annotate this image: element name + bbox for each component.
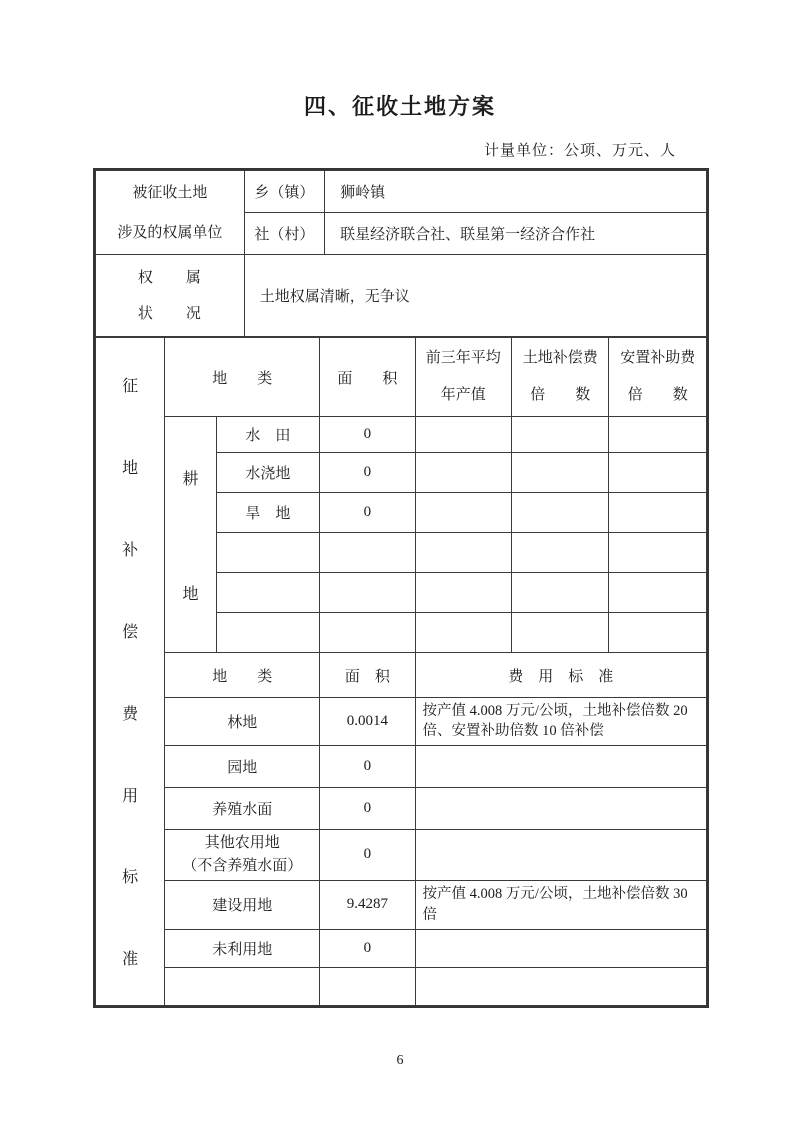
table-row xyxy=(96,929,707,967)
land-subtype-label: 旱 地 xyxy=(216,493,320,533)
land-compensation-value xyxy=(512,533,609,573)
land-type-label: 园地 xyxy=(165,745,320,787)
avg-output-value xyxy=(415,493,511,533)
avg-output-value xyxy=(415,533,511,573)
area-value: 0.0014 xyxy=(320,698,415,746)
table-row xyxy=(96,745,707,787)
side-char: 偿 xyxy=(122,623,139,641)
header2-area: 面 积 xyxy=(320,653,415,698)
side-char: 地 xyxy=(122,460,139,478)
village-label: 社（村） xyxy=(244,213,324,255)
fee-standard-text xyxy=(415,829,706,880)
fee-standard-text xyxy=(415,787,706,829)
fee-standard-text xyxy=(415,967,706,1005)
land-compensation-value xyxy=(512,613,609,653)
area-value: 0 xyxy=(320,787,415,829)
fee-standard-text xyxy=(415,745,706,787)
ownership-status-label xyxy=(96,255,245,337)
area-value: 0 xyxy=(320,493,415,533)
side-char: 准 xyxy=(122,951,139,969)
side-char: 费 xyxy=(122,705,139,723)
area-value: 0 xyxy=(320,929,415,967)
side-char: 用 xyxy=(122,787,139,805)
resettlement-value xyxy=(609,417,707,453)
label-line: 状 况 xyxy=(137,305,202,322)
table-row xyxy=(96,787,707,829)
land-type-label xyxy=(165,967,320,1005)
table-row xyxy=(96,829,707,880)
table-row xyxy=(96,698,707,746)
side-vertical-label-text xyxy=(96,344,164,999)
label-line: 被征收土地 xyxy=(132,184,208,201)
page-title: 四、征收土地方案 xyxy=(303,94,496,119)
header-land-compensation-multiple xyxy=(512,338,609,417)
cultivated-char: 地 xyxy=(182,585,199,603)
avg-output-value xyxy=(415,453,511,493)
header-line: 前三年平均 xyxy=(425,350,501,366)
label-line: 权 属 xyxy=(137,269,202,286)
land-type-label: 养殖水面 xyxy=(165,787,320,829)
table-row xyxy=(96,171,707,213)
table-row xyxy=(96,880,707,929)
avg-output-value xyxy=(415,613,511,653)
resettlement-value xyxy=(609,533,707,573)
resettlement-value xyxy=(609,493,707,533)
label-line: （不含养殖水面） xyxy=(182,857,303,874)
village-value: 联星经济联合社、联星第一经济合作社 xyxy=(325,213,707,255)
land-subtype-label: 水 田 xyxy=(216,417,320,453)
header-avg-output xyxy=(415,338,511,417)
cultivated-land-vertical-text xyxy=(165,420,215,650)
side-char: 补 xyxy=(122,541,139,559)
area-value: 9.4287 xyxy=(320,880,415,929)
land-subtype-label xyxy=(216,613,320,653)
land-compensation-value xyxy=(512,493,609,533)
land-subtype-label xyxy=(216,573,320,613)
resettlement-value xyxy=(609,453,707,493)
ownership-info-table xyxy=(95,170,707,337)
side-char: 征 xyxy=(122,378,139,396)
land-type-label xyxy=(165,829,320,880)
table-row xyxy=(96,255,707,337)
table-row xyxy=(96,967,707,1005)
requisitioned-land-units-label xyxy=(96,171,245,255)
avg-output-value xyxy=(415,573,511,613)
land-compensation-value xyxy=(512,453,609,493)
fee-standard-text: 按产值 4.008 万元/公顷，土地补偿倍数 20 倍、安置补助倍数 10 倍补偿 xyxy=(415,698,706,746)
area-value: 0 xyxy=(320,745,415,787)
ownership-status-value: 土地权属清晰，无争议 xyxy=(244,255,706,337)
header-line: 年产值 xyxy=(440,387,486,403)
table-header-row xyxy=(96,653,707,698)
compensation-standard-table xyxy=(95,337,707,1006)
area-value xyxy=(320,533,415,573)
fee-standard-text: 按产值 4.008 万元/公顷，土地补偿倍数 30 倍 xyxy=(415,880,706,929)
header-land-type: 地 类 xyxy=(165,338,320,417)
fee-standard-text xyxy=(415,929,706,967)
header-resettlement-multiple xyxy=(609,338,707,417)
header-line: 倍 数 xyxy=(627,387,688,403)
area-value: 0 xyxy=(320,453,415,493)
township-value: 狮岭镇 xyxy=(325,171,707,213)
township-label: 乡（镇） xyxy=(244,171,324,213)
label-line: 其他农用地 xyxy=(204,834,280,851)
land-compensation-value xyxy=(512,417,609,453)
cultivated-land-vertical-label xyxy=(165,417,216,653)
area-value xyxy=(320,573,415,613)
area-value: 0 xyxy=(320,417,415,453)
table-row xyxy=(96,417,707,453)
header-line: 倍 数 xyxy=(530,387,591,403)
header-area: 面 积 xyxy=(320,338,415,417)
header2-land-type: 地 类 xyxy=(165,653,320,698)
label-line: 涉及的权属单位 xyxy=(117,224,223,241)
land-subtype-label xyxy=(216,533,320,573)
resettlement-value xyxy=(609,573,707,613)
header-line: 土地补偿费 xyxy=(522,350,598,366)
side-char: 标 xyxy=(122,869,139,887)
land-subtype-label: 水浇地 xyxy=(216,453,320,493)
area-value xyxy=(320,967,415,1005)
land-type-label: 未利用地 xyxy=(165,929,320,967)
page-number: 6 xyxy=(396,1053,404,1068)
measurement-unit-note: 计量单位：公项、万元、人 xyxy=(483,143,676,159)
land-requisition-table xyxy=(93,168,709,1008)
avg-output-value xyxy=(415,417,511,453)
area-value xyxy=(320,613,415,653)
resettlement-value xyxy=(609,613,707,653)
land-compensation-value xyxy=(512,573,609,613)
area-value: 0 xyxy=(320,829,415,880)
cultivated-char: 耕 xyxy=(182,470,199,488)
table-header-row xyxy=(96,338,707,417)
header2-fee-standard: 费 用 标 准 xyxy=(415,653,706,698)
header-line: 安置补助费 xyxy=(620,350,696,366)
land-type-label: 林地 xyxy=(165,698,320,746)
land-type-label: 建设用地 xyxy=(165,880,320,929)
side-vertical-label xyxy=(96,338,165,1006)
